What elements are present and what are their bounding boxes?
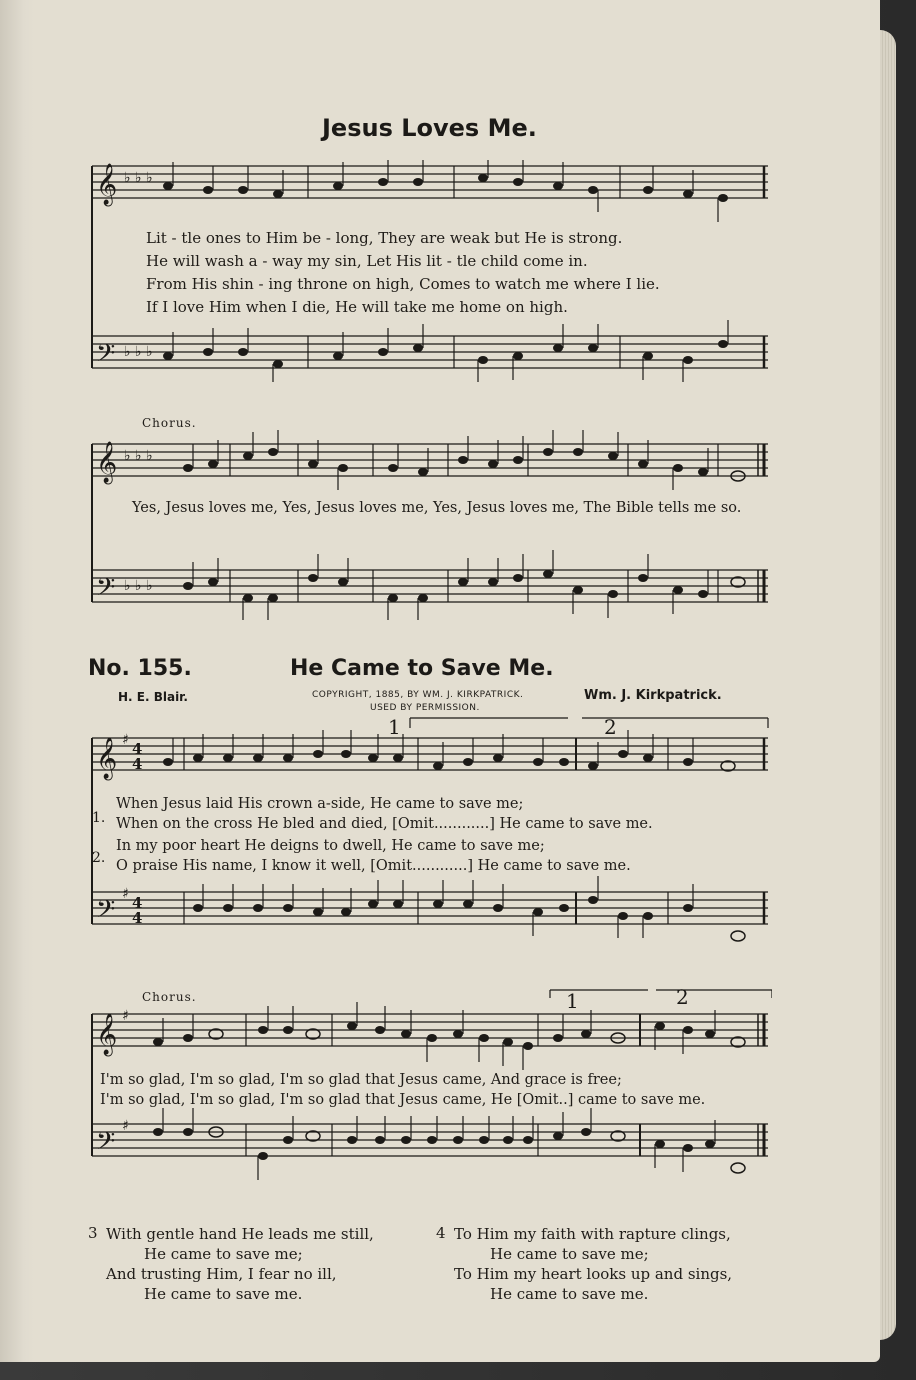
verse-line: When Jesus laid His crown a-side, He came to save me;	[116, 796, 524, 812]
svg-text:𝄞: 𝄞	[96, 1014, 118, 1055]
hymn-title-he-came-to-save-me: He Came to Save Me.	[290, 656, 554, 681]
svg-text:4: 4	[132, 894, 143, 912]
svg-text:1: 1	[566, 989, 579, 1013]
svg-text:♯: ♯	[122, 1008, 129, 1024]
chorus-label: Chorus.	[142, 990, 197, 1004]
svg-text:𝄢: 𝄢	[96, 573, 116, 608]
stanza-4-line: To Him my faith with rapture clings,	[454, 1225, 731, 1243]
stanza-number: 3	[88, 1224, 98, 1242]
svg-text:♯: ♯	[122, 886, 129, 902]
staff-notation	[88, 160, 772, 382]
stanza-4-line: He came to save me.	[490, 1285, 649, 1303]
verse-4-line: If I love Him when I die, He will take me home on high.	[146, 298, 568, 316]
chorus-line: I'm so glad, I'm so glad, I'm so glad that Jesus came, And grace is free;	[100, 1072, 622, 1088]
svg-text:♯: ♯	[122, 1118, 129, 1134]
verse-number: 1.	[92, 810, 106, 826]
staff-notation	[88, 430, 772, 630]
svg-text:♯: ♯	[122, 732, 129, 748]
svg-text:♭ ♭ ♭: ♭ ♭ ♭	[124, 448, 153, 464]
verse-2-line: He will wash a - way my sin, Let His lit - tle child come in.	[146, 252, 588, 270]
verse-line: O praise His name, I know it well, [Omit............] He came to save me.	[116, 858, 631, 874]
svg-text:2: 2	[676, 986, 689, 1009]
permission-line: USED BY PERMISSION.	[370, 703, 480, 713]
verse-line: When on the cross He bled and died, [Omit............] He came to save me.	[116, 816, 653, 832]
copyright-line: COPYRIGHT, 1885, BY WM. J. KIRKPATRICK.	[312, 690, 524, 700]
stanza-4-line: He came to save me;	[490, 1245, 649, 1263]
svg-text:𝄞: 𝄞	[96, 164, 118, 205]
lyricist: H. E. Blair.	[118, 690, 188, 704]
stanza-4-line: To Him my heart looks up and sings,	[454, 1265, 733, 1283]
chorus-line: I'm so glad, I'm so glad, I'm so glad that Jesus came, He [Omit..] came to save me.	[100, 1092, 706, 1108]
music-system-verse	[88, 160, 772, 382]
chorus-label: Chorus.	[142, 416, 197, 430]
svg-text:♭ ♭ ♭: ♭ ♭ ♭	[124, 344, 153, 360]
verse-number: 2.	[92, 850, 106, 866]
composer: Wm. J. Kirkpatrick.	[584, 688, 722, 703]
svg-text:4: 4	[132, 755, 143, 773]
chorus-line: Yes, Jesus loves me, Yes, Jesus loves me, Yes, Jesus loves me, The Bible tells me so.	[132, 500, 742, 516]
book-gutter	[0, 0, 34, 1362]
svg-text:4: 4	[132, 740, 143, 758]
ending-2-marker: 2	[604, 715, 617, 739]
svg-text:4: 4	[132, 909, 143, 927]
svg-text:𝄞: 𝄞	[96, 442, 118, 483]
hymn-title-jesus-loves-me: Jesus Loves Me.	[322, 114, 537, 142]
music-system-chorus	[88, 430, 772, 630]
svg-text:𝄢: 𝄢	[96, 339, 116, 374]
svg-text:𝄢: 𝄢	[96, 1127, 116, 1162]
stanza-3-line: He came to save me;	[144, 1245, 303, 1263]
svg-text:𝄢: 𝄢	[96, 895, 116, 930]
svg-text:𝄞: 𝄞	[96, 738, 118, 779]
stanza-number: 4	[436, 1224, 446, 1242]
svg-text:♭ ♭ ♭: ♭ ♭ ♭	[124, 170, 153, 186]
stanza-3-line: He came to save me.	[144, 1285, 303, 1303]
stanza-3-line: And trusting Him, I fear no ill,	[106, 1265, 337, 1283]
verse-3-line: From His shin - ing throne on high, Comes to watch me where I lie.	[146, 275, 660, 293]
verse-1-line: Lit - tle ones to Him be - long, They are weak but He is strong.	[146, 229, 623, 247]
hymn-number: No. 155.	[88, 656, 192, 681]
ending-1-marker: 1	[388, 715, 401, 739]
stanza-3-line: With gentle hand He leads me still,	[106, 1225, 374, 1243]
svg-text:♭ ♭ ♭: ♭ ♭ ♭	[124, 578, 153, 594]
staff-notation	[88, 986, 772, 1194]
music-system-chorus-2	[88, 986, 772, 1194]
verse-line: In my poor heart He deigns to dwell, He came to save me;	[116, 838, 545, 854]
